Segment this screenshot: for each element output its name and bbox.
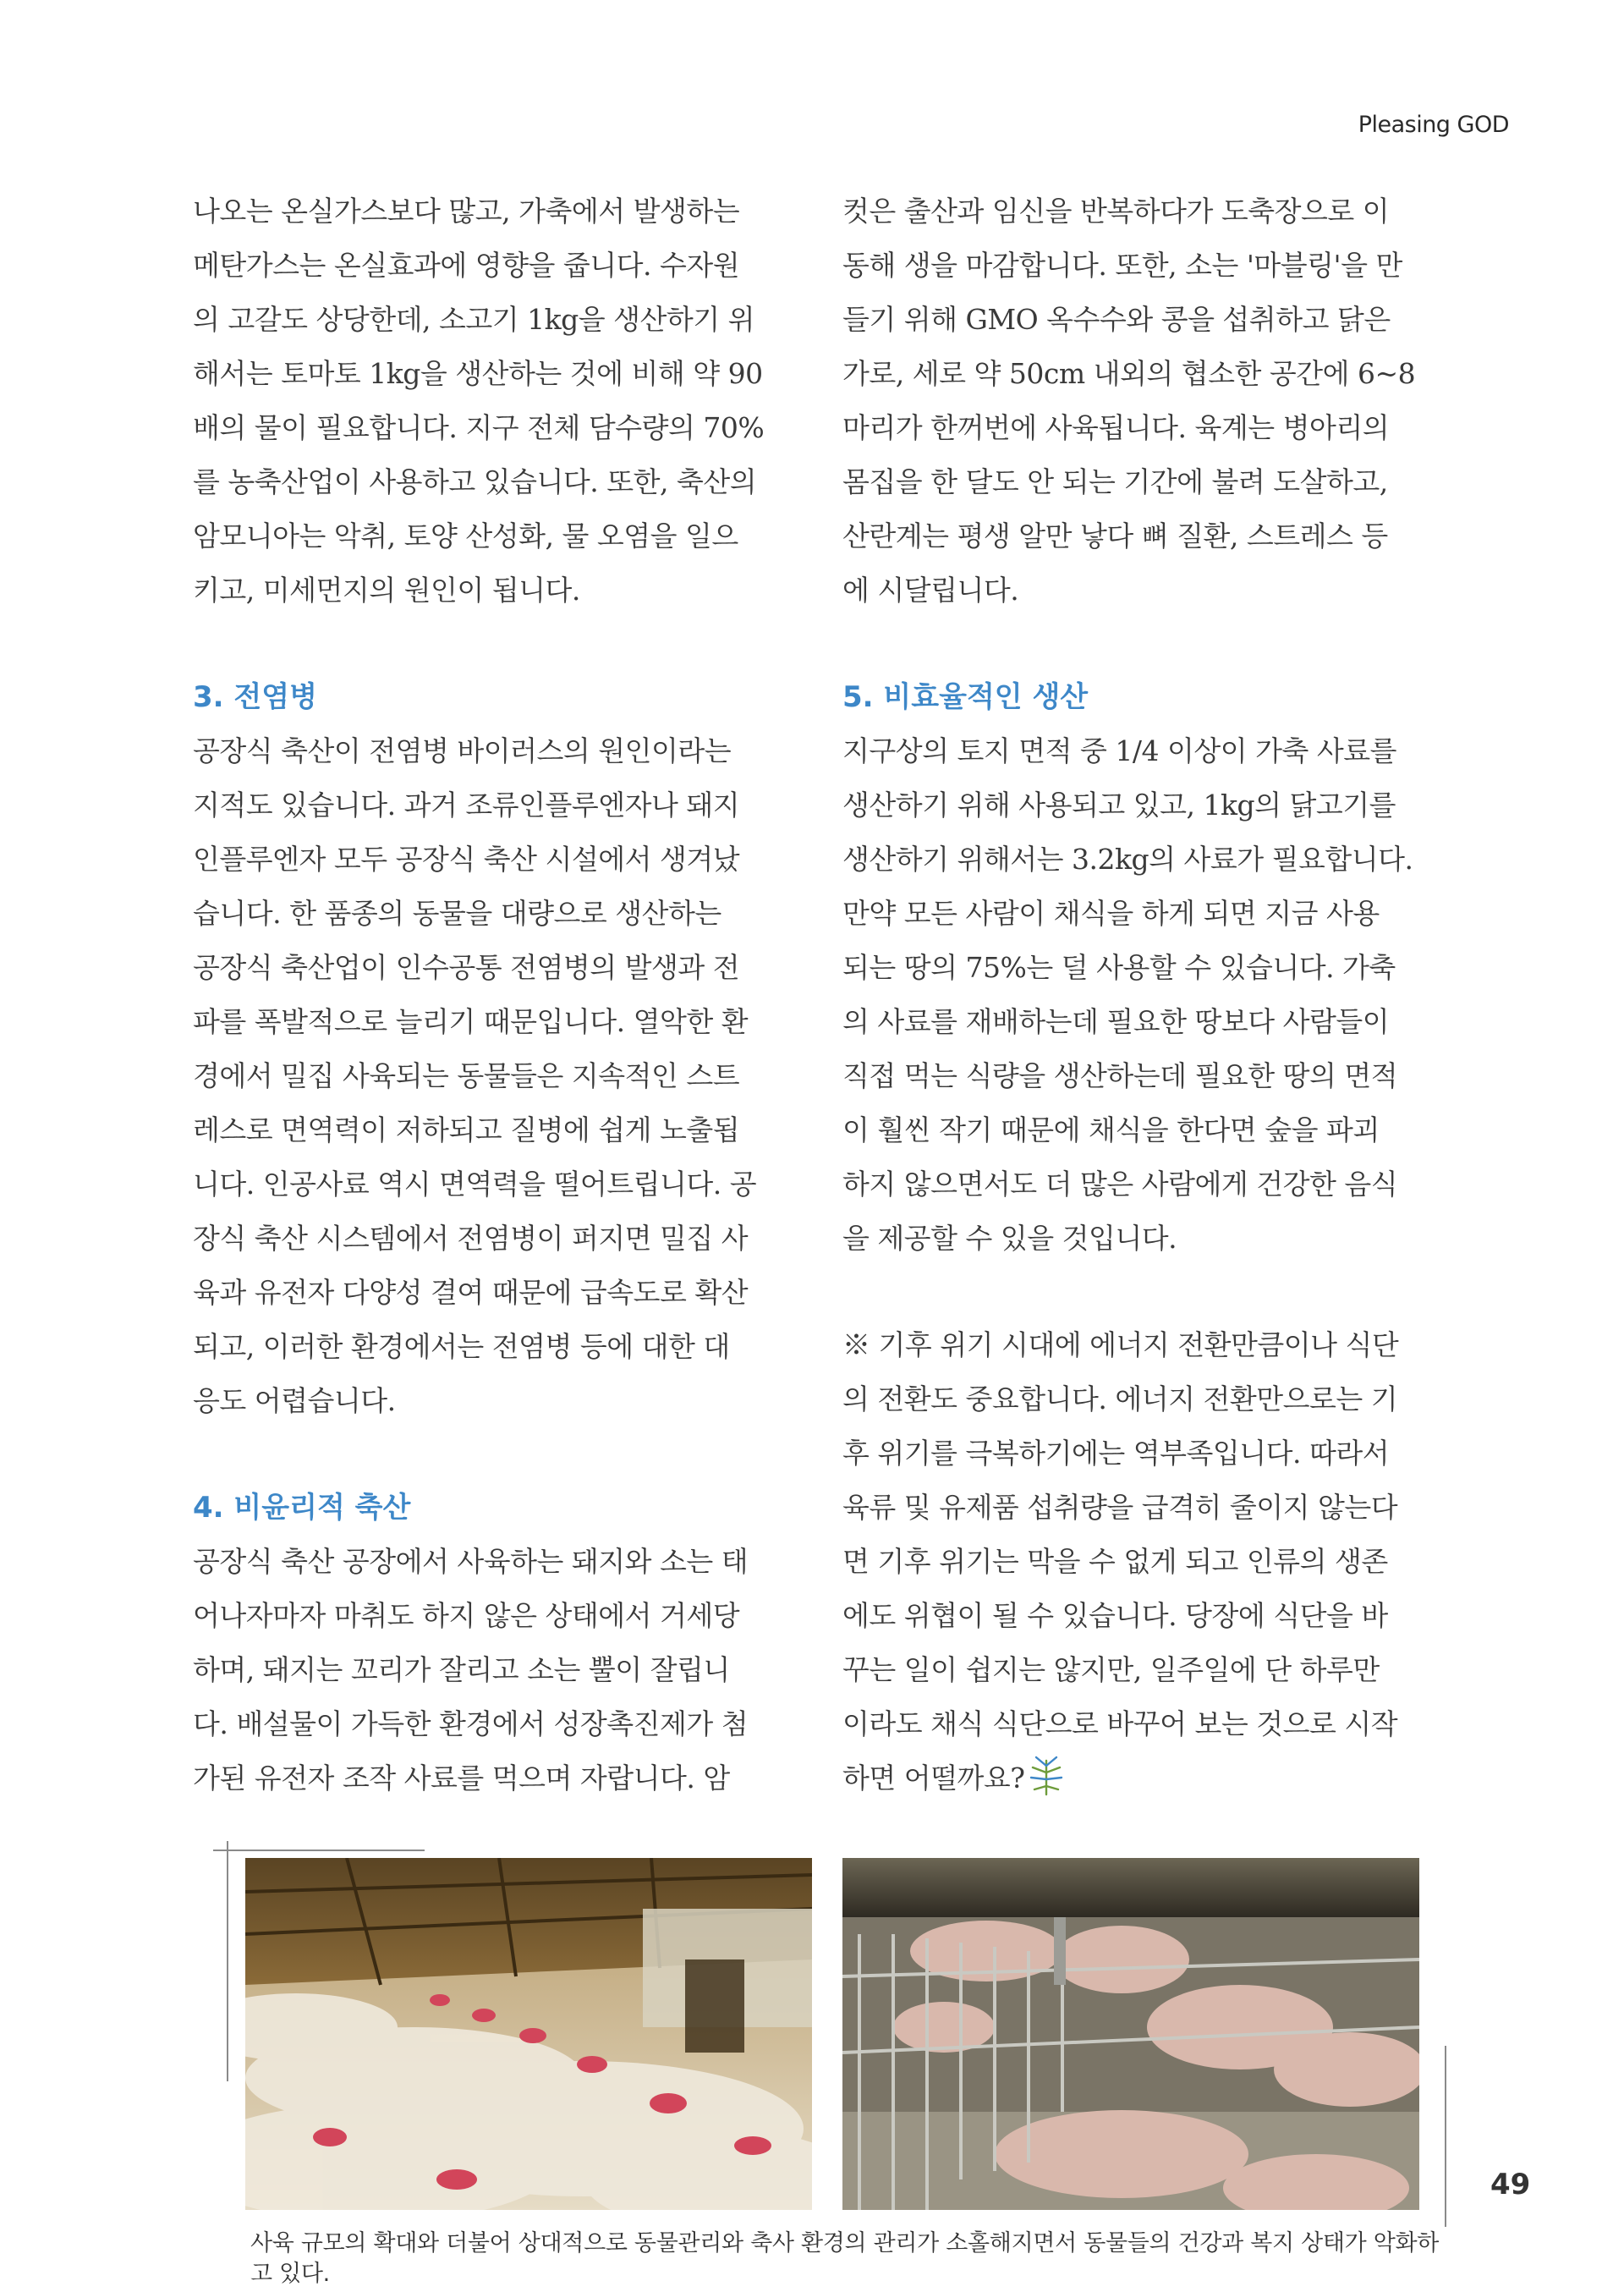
sprig-ornament-icon <box>1028 1754 1065 1796</box>
section-heading: 4. 비윤리적 축산 <box>193 1491 411 1525</box>
chicken-farm-photo <box>245 1858 812 2210</box>
left-column <box>193 184 802 1806</box>
text-line: 들기 위해 GMO 옥수수와 콩을 섭취하고 닭은 <box>842 303 1391 336</box>
text-line: 면 기후 위기는 막을 수 없게 되고 인류의 생존 <box>842 1545 1388 1578</box>
page-number: 49 <box>1490 2168 1531 2201</box>
text-line: 에 시달립니다. <box>842 574 1019 607</box>
intro-paragraph <box>842 184 1451 618</box>
text-line: 생산하기 위해 사용되고 있고, 1kg의 닭고기를 <box>842 789 1396 822</box>
photo-caption: 사육 규모의 확대와 더불어 상대적으로 동물관리와 축사 환경의 관리가 소홀해지면서 동물들의 건강과 복지 상태가 악화하고 있다. <box>250 2230 1440 2287</box>
text-line: 가로, 세로 약 50cm 내외의 협소한 공간에 6~8 <box>842 357 1416 390</box>
text-line: 나오는 온실가스보다 많고, 가축에서 발생하는 <box>193 195 740 228</box>
text-line: 레스로 면역력이 저하되고 질병에 쉽게 노출됩 <box>193 1113 740 1146</box>
text-line: 다. 배설물이 가득한 환경에서 성장촉진제가 첨 <box>193 1707 749 1740</box>
right-column <box>842 184 1451 1806</box>
text-line: 을 제공할 수 있을 것입니다. <box>842 1222 1177 1255</box>
text-line: 지구상의 토지 면적 중 1/4 이상이 가축 사료를 <box>842 734 1396 767</box>
section-heading: 5. 비효율적인 생산 <box>842 680 1089 714</box>
decor-line <box>1445 2046 1446 2227</box>
text-line: 컷은 출산과 임신을 반복하다가 도축장으로 이 <box>842 195 1390 228</box>
text-line <box>842 1751 1451 1806</box>
text-line: 의 전환도 중요합니다. 에너지 전환만으로는 기 <box>842 1382 1398 1415</box>
text-line: 경에서 밀집 사육되는 동물들은 지속적인 스트 <box>193 1059 740 1092</box>
text-line: 배의 물이 필요합니다. 지구 전체 담수량의 70% <box>193 411 765 444</box>
last-line-text: 하면 어떨까요? <box>842 1762 1025 1795</box>
text-line: 장식 축산 시스템에서 전염병이 퍼지면 밀집 사 <box>193 1222 749 1255</box>
text-line: 공장식 축산이 전염병 바이러스의 원인이라는 <box>193 734 732 767</box>
text-line: 를 농축산업이 사용하고 있습니다. 또한, 축산의 <box>193 465 757 498</box>
text-line: 하지 않으면서도 더 많은 사람에게 건강한 음식 <box>842 1168 1398 1201</box>
text-line: 인플루엔자 모두 공장식 축산 시설에서 생겨났 <box>193 843 740 876</box>
text-line: 의 고갈도 상당한데, 소고기 1kg을 생산하기 위 <box>193 303 754 336</box>
section-inefficient <box>842 670 1451 1266</box>
section-unethical <box>193 1481 802 1806</box>
intro-paragraph <box>193 184 802 618</box>
header-label: Pleasing GOD <box>1358 112 1509 138</box>
text-line: ※ 기후 위기 시대에 에너지 전환만큼이나 식단 <box>842 1328 1399 1361</box>
decor-line <box>213 1850 425 1851</box>
text-line: 에도 위협이 될 수 있습니다. 당장에 식단을 바 <box>842 1599 1388 1632</box>
text-line: 응도 어렵습니다. <box>193 1384 396 1417</box>
text-line: 키고, 미세먼지의 원인이 됩니다. <box>193 574 580 607</box>
decor-line <box>227 1841 228 2081</box>
text-line: 되고, 이러한 환경에서는 전염병 등에 대한 대 <box>193 1330 730 1363</box>
text-line: 몸집을 한 달도 안 되는 기간에 불려 도살하고, <box>842 465 1388 498</box>
text-line: 공장식 축산 공장에서 사육하는 돼지와 소는 태 <box>193 1545 749 1578</box>
text-line: 이라도 채식 식단으로 바꾸어 보는 것으로 시작 <box>842 1707 1398 1740</box>
note-paragraph <box>842 1318 1451 1806</box>
text-line: 후 위기를 극복하기에는 역부족입니다. 따라서 <box>842 1437 1390 1470</box>
text-line: 마리가 한꺼번에 사육됩니다. 육계는 병아리의 <box>842 411 1390 444</box>
text-line: 이 훨씬 작기 때문에 채식을 한다면 숲을 파괴 <box>842 1113 1380 1146</box>
text-line: 공장식 축산업이 인수공통 전염병의 발생과 전 <box>193 951 740 984</box>
text-line: 꾸는 일이 쉽지는 않지만, 일주일에 단 하루만 <box>842 1653 1380 1686</box>
text-line: 산란계는 평생 알만 낳다 뼈 질환, 스트레스 등 <box>842 519 1388 552</box>
text-line: 육과 유전자 다양성 결여 때문에 급속도로 확산 <box>193 1276 749 1309</box>
text-line: 어나자마자 마취도 하지 않은 상태에서 거세당 <box>193 1599 740 1632</box>
text-line: 생산하기 위해서는 3.2kg의 사료가 필요합니다. <box>842 843 1413 876</box>
text-line: 메탄가스는 온실효과에 영향을 줍니다. 수자원 <box>193 249 740 282</box>
text-line: 해서는 토마토 1kg을 생산하는 것에 비해 약 90 <box>193 357 763 390</box>
text-line: 만약 모든 사람이 채식을 하게 되면 지금 사용 <box>842 897 1380 930</box>
text-line: 파를 폭발적으로 늘리기 때문입니다. 열악한 환 <box>193 1005 749 1038</box>
pig-farm-photo <box>842 1858 1419 2210</box>
text-line: 지적도 있습니다. 과거 조류인플루엔자나 돼지 <box>193 789 740 822</box>
section-epidemic <box>193 670 802 1428</box>
section-heading: 3. 전염병 <box>193 680 317 714</box>
text-line: 니다. 인공사료 역시 면역력을 떨어트립니다. 공 <box>193 1168 757 1201</box>
text-line: 직접 먹는 식량을 생산하는데 필요한 땅의 면적 <box>842 1059 1398 1092</box>
text-line: 습니다. 한 품종의 동물을 대량으로 생산하는 <box>193 897 721 930</box>
text-line: 의 사료를 재배하는데 필요한 땅보다 사람들이 <box>842 1005 1390 1038</box>
text-line: 육류 및 유제품 섭취량을 급격히 줄이지 않는다 <box>842 1491 1398 1524</box>
text-line: 가된 유전자 조작 사료를 먹으며 자랍니다. 암 <box>193 1762 730 1795</box>
text-line: 동해 생을 마감합니다. 또한, 소는 '마블링'을 만 <box>842 249 1402 282</box>
text-line: 하며, 돼지는 꼬리가 잘리고 소는 뿔이 잘립니 <box>193 1653 730 1686</box>
text-line: 암모니아는 악취, 토양 산성화, 물 오염을 일으 <box>193 519 738 552</box>
text-line: 되는 땅의 75%는 덜 사용할 수 있습니다. 가축 <box>842 951 1396 984</box>
